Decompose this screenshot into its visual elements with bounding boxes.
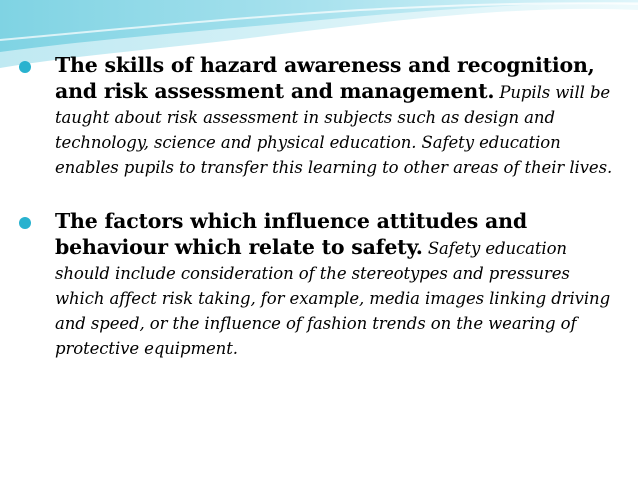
- bullet-heading: The skills of hazard awareness and recognition, and risk assessment and management.: [55, 53, 595, 103]
- bullet-dot-icon: [19, 217, 31, 229]
- bullet-dot-icon: [19, 61, 31, 73]
- bullet-body: Pupils will be taught about risk assessment in subjects such as design and technology, science and physical education. Safety education enables pupils to transfer this learning to other areas of their lives.: [55, 83, 613, 177]
- bullet-body: Safety education should include consideration of the stereotypes and pressures which affect risk taking, for example, media images linking driving and speed, or the influence of fashion trends on the wearing of protective equipment.: [55, 239, 611, 358]
- bullet-paragraph: [55, 208, 619, 361]
- bullet-item-2: [19, 208, 619, 361]
- bullet-heading: The factors which influence attitudes and behaviour which relate to safety.: [55, 209, 527, 259]
- slide-body: [19, 52, 619, 361]
- bullet-item-1: [19, 52, 619, 180]
- bullet-paragraph: [55, 52, 619, 180]
